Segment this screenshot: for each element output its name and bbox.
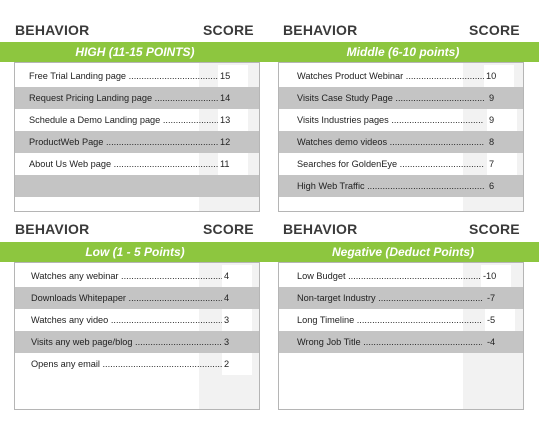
behavior-label: Wrong Job Title ..... <box>297 331 482 353</box>
list-item <box>15 153 259 175</box>
score-value: -10 <box>481 265 511 287</box>
bottom-category-band <box>0 242 539 262</box>
behavior-label: Visits Industries pages ..... <box>297 109 484 131</box>
behavior-header-low: BEHAVIOR <box>15 221 90 237</box>
behavior-header-middle: BEHAVIOR <box>283 22 358 38</box>
high-category-title: HIGH (11-15 POINTS) <box>75 45 195 59</box>
behavior-label: Visits any web page/blog ..... <box>31 331 223 353</box>
score-value: 9 <box>487 87 517 109</box>
behavior-header-high: BEHAVIOR <box>15 22 90 38</box>
middle-category-title: Middle (6-10 points) <box>346 45 460 59</box>
behavior-label: Visits Case Study Page ..... <box>297 87 484 109</box>
score-value: -7 <box>485 287 515 309</box>
list-item <box>15 265 259 287</box>
score-header-high: SCORE <box>203 22 254 38</box>
list-item <box>15 309 259 331</box>
behavior-label: Watches any video ..... <box>31 309 223 331</box>
score-value: 3 <box>222 331 252 353</box>
score-value: -5 <box>485 309 515 331</box>
behavior-label: ProductWeb Page ..... <box>29 131 219 153</box>
behavior-label: Watches Product Webinar ..... <box>297 65 484 87</box>
list-item <box>279 153 523 175</box>
behavior-label: Request Pricing Landing page ..... <box>29 87 219 109</box>
behavior-label: Free Trial Landing page ..... <box>29 65 219 87</box>
behavior-label: Downloads Whitepaper ..... <box>31 287 223 309</box>
list-item <box>15 331 259 353</box>
behavior-label: Watches demo videos ..... <box>297 131 484 153</box>
score-value: 3 <box>222 309 252 331</box>
high-points-panel <box>14 62 260 212</box>
score-value: 8 <box>487 131 517 153</box>
behavior-label: High Web Traffic ..... <box>297 175 484 197</box>
score-value: 10 <box>484 65 514 87</box>
negative-category-title: Negative (Deduct Points) <box>331 245 475 259</box>
score-header-low: SCORE <box>203 221 254 237</box>
list-item <box>15 287 259 309</box>
list-item <box>15 65 259 87</box>
behavior-label: About Us Web page ..... <box>29 153 219 175</box>
list-item <box>279 65 523 87</box>
score-value: 4 <box>222 287 252 309</box>
score-value: 14 <box>218 87 248 109</box>
score-value: 7 <box>487 153 517 175</box>
top-category-band <box>0 42 539 62</box>
list-item <box>279 87 523 109</box>
behavior-label: Non-target Industry ..... <box>297 287 482 309</box>
score-header-negative: SCORE <box>469 221 520 237</box>
list-item <box>279 287 523 309</box>
score-value: -4 <box>485 331 515 353</box>
list-item <box>15 353 259 375</box>
list-item <box>15 109 259 131</box>
behavior-label: Watches any webinar ..... <box>31 265 223 287</box>
score-value: 11 <box>218 153 248 175</box>
list-item <box>279 309 523 331</box>
empty-row <box>15 175 259 197</box>
behavior-label: Schedule a Demo Landing page ..... <box>29 109 219 131</box>
list-item <box>15 131 259 153</box>
score-value: 13 <box>218 109 248 131</box>
score-value: 4 <box>222 265 252 287</box>
low-points-panel <box>14 262 260 410</box>
behavior-label: Low Budget ..... <box>297 265 482 287</box>
list-item <box>279 175 523 197</box>
score-value: 6 <box>487 175 517 197</box>
behavior-label: Long Timeline ..... <box>297 309 482 331</box>
score-value: 2 <box>222 353 252 375</box>
behavior-header-negative: BEHAVIOR <box>283 221 358 237</box>
behavior-label: Opens any email ..... <box>31 353 223 375</box>
list-item <box>279 331 523 353</box>
list-item <box>279 109 523 131</box>
list-item <box>279 265 523 287</box>
list-item <box>279 131 523 153</box>
middle-points-panel <box>278 62 524 212</box>
list-item <box>15 87 259 109</box>
low-category-title: Low (1 - 5 Points) <box>85 245 185 259</box>
behavior-label: Searches for GoldenEye ..... <box>297 153 484 175</box>
score-header-middle: SCORE <box>469 22 520 38</box>
score-value: 9 <box>487 109 517 131</box>
negative-points-panel <box>278 262 524 410</box>
score-value: 15 <box>218 65 248 87</box>
score-value: 12 <box>218 131 248 153</box>
